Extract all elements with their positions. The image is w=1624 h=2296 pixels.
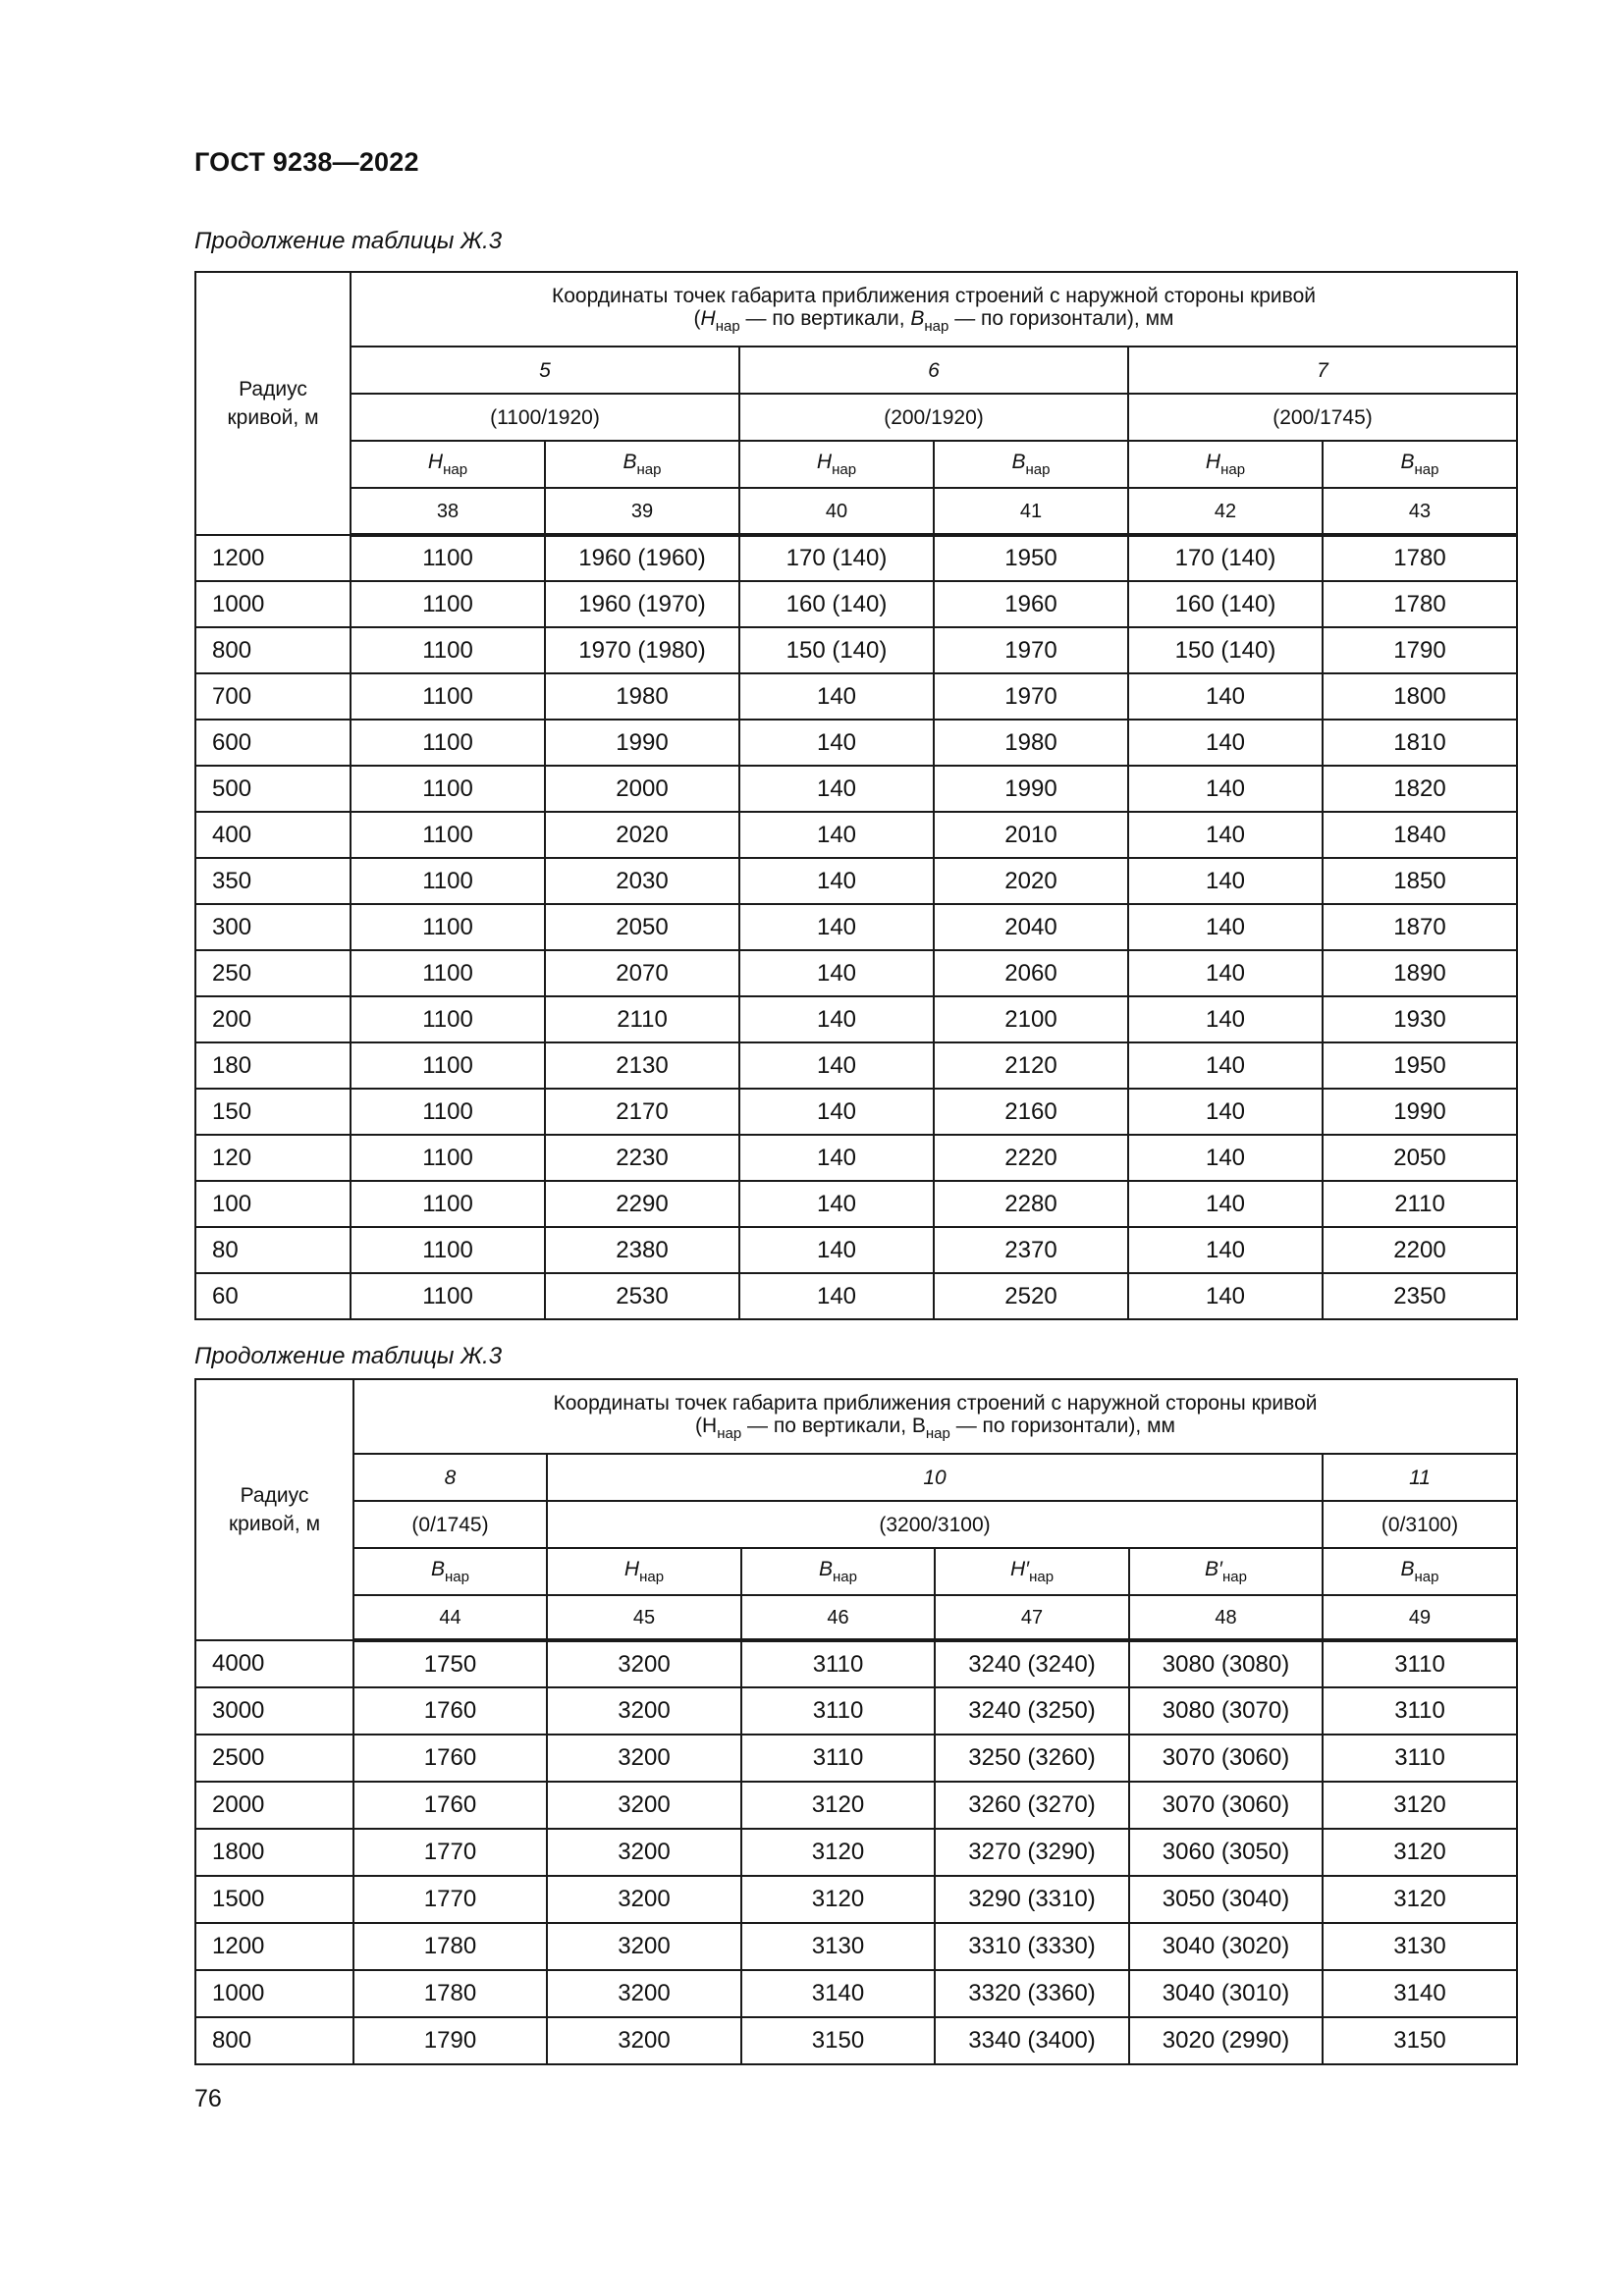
table-row <box>195 1735 1517 1782</box>
value-cell: 1990 <box>1323 1089 1517 1135</box>
value-cell: 3200 <box>547 2017 741 2064</box>
value-cell: 140 <box>739 1227 934 1273</box>
point-number-cell: 5 <box>351 347 739 394</box>
value-cell: 2070 <box>545 950 739 996</box>
value-cell: 160 (140) <box>739 581 934 627</box>
value-cell: 140 <box>739 1042 934 1089</box>
value-cell: 170 (140) <box>739 535 934 581</box>
table-row <box>195 1876 1517 1923</box>
value-cell: 140 <box>739 996 934 1042</box>
value-cell: 3040 (3010) <box>1129 1970 1323 2017</box>
column-number-cell: 40 <box>739 488 934 535</box>
value-cell: 3050 (3040) <box>1129 1876 1323 1923</box>
radius-cell: 1000 <box>195 1970 353 2017</box>
column-number-cell: 46 <box>741 1595 935 1640</box>
radius-cell: 2500 <box>195 1735 353 1782</box>
table-row <box>195 1089 1517 1135</box>
table-row <box>195 535 1517 581</box>
value-cell: 2100 <box>934 996 1128 1042</box>
point-coords-cell: (3200/3100) <box>547 1501 1323 1548</box>
point-coords-cell: (1100/1920) <box>351 394 739 441</box>
value-cell: 2370 <box>934 1227 1128 1273</box>
point-number-cell: 8 <box>353 1454 547 1501</box>
value-cell: 1790 <box>1323 627 1517 673</box>
value-cell: 3290 (3310) <box>935 1876 1129 1923</box>
column-number-cell: 45 <box>547 1595 741 1640</box>
value-cell: 1100 <box>351 1227 545 1273</box>
document-header: ГОСТ 9238—2022 <box>194 147 419 177</box>
value-cell: 170 (140) <box>1128 535 1323 581</box>
radius-header-line1: Радиус <box>239 377 307 400</box>
column-number-cell: 49 <box>1323 1595 1517 1640</box>
value-cell: 2230 <box>545 1135 739 1181</box>
table-row <box>195 673 1517 720</box>
value-cell: 3040 (3020) <box>1129 1923 1323 1970</box>
value-cell: 3070 (3060) <box>1129 1782 1323 1829</box>
radius-cell: 300 <box>195 904 351 950</box>
radius-cell: 350 <box>195 858 351 904</box>
value-cell: 2130 <box>545 1042 739 1089</box>
value-cell: 3120 <box>741 1876 935 1923</box>
value-cell: 3110 <box>1323 1687 1517 1735</box>
value-cell: 140 <box>1128 1227 1323 1273</box>
coordinates-header-line2: ($Н_{нар}$ — по вертикали, $В_{нар}$ — по горизонтали), мм <box>695 1414 1175 1442</box>
value-cell: 3200 <box>547 1829 741 1876</box>
value-cell: 3080 (3070) <box>1129 1687 1323 1735</box>
value-cell: 140 <box>739 766 934 812</box>
value-cell: 140 <box>1128 812 1323 858</box>
value-cell: 1870 <box>1323 904 1517 950</box>
value-cell: 1100 <box>351 1135 545 1181</box>
radius-cell: 200 <box>195 996 351 1042</box>
value-cell: 3110 <box>741 1640 935 1687</box>
value-cell: 140 <box>739 1181 934 1227</box>
radius-cell: 1500 <box>195 1876 353 1923</box>
value-cell: 2170 <box>545 1089 739 1135</box>
radius-header-line2: кривой, м <box>228 1513 321 1535</box>
value-cell: 140 <box>739 950 934 996</box>
value-cell: 2020 <box>545 812 739 858</box>
value-cell: 150 (140) <box>739 627 934 673</box>
value-cell: 1760 <box>353 1782 547 1829</box>
table-row <box>195 1181 1517 1227</box>
value-cell: 1980 <box>934 720 1128 766</box>
value-cell: 2110 <box>545 996 739 1042</box>
column-number-cell: 48 <box>1129 1595 1323 1640</box>
value-cell: 140 <box>1128 1135 1323 1181</box>
radius-cell: 180 <box>195 1042 351 1089</box>
value-cell: 1100 <box>351 673 545 720</box>
value-cell: 2160 <box>934 1089 1128 1135</box>
subheader-cell: $H_{нар}$ <box>739 441 934 488</box>
value-cell: 3070 (3060) <box>1129 1735 1323 1782</box>
value-cell: 1990 <box>545 720 739 766</box>
value-cell: 140 <box>1128 1042 1323 1089</box>
table-row <box>195 581 1517 627</box>
value-cell: 1890 <box>1323 950 1517 996</box>
value-cell: 140 <box>739 720 934 766</box>
radius-column-header <box>195 272 351 535</box>
table-row <box>195 720 1517 766</box>
value-cell: 2000 <box>545 766 739 812</box>
value-cell: 1820 <box>1323 766 1517 812</box>
subheader-cell: $B_{нар}$ <box>1323 441 1517 488</box>
radius-cell: 60 <box>195 1273 351 1319</box>
value-cell: 140 <box>1128 720 1323 766</box>
value-cell: 2050 <box>1323 1135 1517 1181</box>
value-cell: 1100 <box>351 904 545 950</box>
value-cell: 140 <box>1128 904 1323 950</box>
subheader-cell: $B_{нар}$ <box>545 441 739 488</box>
value-cell: 3020 (2990) <box>1129 2017 1323 2064</box>
value-cell: 1750 <box>353 1640 547 1687</box>
radius-cell: 4000 <box>195 1640 353 1687</box>
value-cell: 150 (140) <box>1128 627 1323 673</box>
value-cell: 160 (140) <box>1128 581 1323 627</box>
point-coords-cell: (200/1745) <box>1128 394 1517 441</box>
radius-cell: 120 <box>195 1135 351 1181</box>
value-cell: 1970 (1980) <box>545 627 739 673</box>
value-cell: 3200 <box>547 1923 741 1970</box>
value-cell: 2030 <box>545 858 739 904</box>
value-cell: 1930 <box>1323 996 1517 1042</box>
coordinates-header-line1: Координаты точек габарита приближения строений с наружной стороны кривой <box>552 284 1316 307</box>
point-coords-cell: (200/1920) <box>739 394 1128 441</box>
value-cell: 1100 <box>351 950 545 996</box>
value-cell: 140 <box>1128 1181 1323 1227</box>
value-cell: 2110 <box>1323 1181 1517 1227</box>
value-cell: 1970 <box>934 673 1128 720</box>
value-cell: 2220 <box>934 1135 1128 1181</box>
value-cell: 3120 <box>741 1829 935 1876</box>
clearance-table-2 <box>194 1378 1518 2065</box>
value-cell: 3150 <box>1323 2017 1517 2064</box>
value-cell: 3110 <box>1323 1735 1517 1782</box>
value-cell: 1950 <box>1323 1042 1517 1089</box>
value-cell: 2520 <box>934 1273 1128 1319</box>
value-cell: 140 <box>739 858 934 904</box>
value-cell: 1980 <box>545 673 739 720</box>
column-number-cell: 38 <box>351 488 545 535</box>
radius-cell: 1800 <box>195 1829 353 1876</box>
table-caption: Продолжение таблицы Ж.3 <box>194 228 503 254</box>
value-cell: 3140 <box>1323 1970 1517 2017</box>
value-cell: 3340 (3400) <box>935 2017 1129 2064</box>
value-cell: 3120 <box>1323 1829 1517 1876</box>
value-cell: 2120 <box>934 1042 1128 1089</box>
value-cell: 3110 <box>741 1735 935 1782</box>
radius-cell: 150 <box>195 1089 351 1135</box>
value-cell: 3120 <box>1323 1876 1517 1923</box>
value-cell: 1780 <box>353 1970 547 2017</box>
point-coords-cell: (0/3100) <box>1323 1501 1517 1548</box>
value-cell: 1950 <box>934 535 1128 581</box>
radius-cell: 2000 <box>195 1782 353 1829</box>
value-cell: 3260 (3270) <box>935 1782 1129 1829</box>
value-cell: 1100 <box>351 581 545 627</box>
clearance-table-1 <box>194 271 1518 1320</box>
value-cell: 1100 <box>351 627 545 673</box>
table-row <box>195 1687 1517 1735</box>
coordinates-header <box>353 1379 1517 1454</box>
value-cell: 3080 (3080) <box>1129 1640 1323 1687</box>
value-cell: 3200 <box>547 1782 741 1829</box>
value-cell: 1100 <box>351 535 545 581</box>
value-cell: 3250 (3260) <box>935 1735 1129 1782</box>
value-cell: 1780 <box>1323 581 1517 627</box>
value-cell: 3130 <box>741 1923 935 1970</box>
table-row <box>195 1227 1517 1273</box>
table-caption: Продолжение таблицы Ж.3 <box>194 1343 503 1369</box>
value-cell: 3120 <box>741 1782 935 1829</box>
column-number-cell: 41 <box>934 488 1128 535</box>
table-row <box>195 858 1517 904</box>
value-cell: 3120 <box>1323 1782 1517 1829</box>
subheader-cell: $H_{нар}$ <box>351 441 545 488</box>
value-cell: 1840 <box>1323 812 1517 858</box>
table-row <box>195 627 1517 673</box>
value-cell: 3240 (3250) <box>935 1687 1129 1735</box>
value-cell: 2200 <box>1323 1227 1517 1273</box>
value-cell: 3200 <box>547 1876 741 1923</box>
value-cell: 2350 <box>1323 1273 1517 1319</box>
table-row <box>195 1782 1517 1829</box>
table-row <box>195 1970 1517 2017</box>
table-body <box>195 1640 1517 2064</box>
radius-header-line2: кривой, м <box>227 406 319 429</box>
value-cell: 1780 <box>1323 535 1517 581</box>
value-cell: 1810 <box>1323 720 1517 766</box>
value-cell: 1770 <box>353 1876 547 1923</box>
table-row <box>195 812 1517 858</box>
value-cell: 1100 <box>351 1181 545 1227</box>
point-number-cell: 11 <box>1323 1454 1517 1501</box>
point-number-cell: 7 <box>1128 347 1517 394</box>
radius-cell: 800 <box>195 2017 353 2064</box>
table-row <box>195 904 1517 950</box>
radius-cell: 100 <box>195 1181 351 1227</box>
value-cell: 1960 (1970) <box>545 581 739 627</box>
value-cell: 3110 <box>1323 1640 1517 1687</box>
coordinates-header <box>351 272 1517 347</box>
column-number-cell: 42 <box>1128 488 1323 535</box>
radius-cell: 400 <box>195 812 351 858</box>
coordinates-header-line2: ($H_{нар}$ — по вертикали, $B_{нар}$ — по горизонтали), мм <box>693 306 1174 335</box>
value-cell: 140 <box>1128 1273 1323 1319</box>
value-cell: 3320 (3360) <box>935 1970 1129 2017</box>
table-row <box>195 996 1517 1042</box>
value-cell: 1800 <box>1323 673 1517 720</box>
column-number-cell: 47 <box>935 1595 1129 1640</box>
table-row <box>195 1273 1517 1319</box>
radius-cell: 250 <box>195 950 351 996</box>
value-cell: 2290 <box>545 1181 739 1227</box>
table-row <box>195 1640 1517 1687</box>
radius-cell: 500 <box>195 766 351 812</box>
value-cell: 3200 <box>547 1970 741 2017</box>
table-row <box>195 950 1517 996</box>
value-cell: 1790 <box>353 2017 547 2064</box>
value-cell: 140 <box>1128 1089 1323 1135</box>
value-cell: 1960 (1960) <box>545 535 739 581</box>
value-cell: 3310 (3330) <box>935 1923 1129 1970</box>
radius-cell: 800 <box>195 627 351 673</box>
value-cell: 140 <box>1128 766 1323 812</box>
radius-cell: 1200 <box>195 535 351 581</box>
value-cell: 3270 (3290) <box>935 1829 1129 1876</box>
radius-column-header <box>195 1379 353 1640</box>
column-number-cell: 44 <box>353 1595 547 1640</box>
column-number-cell: 43 <box>1323 488 1517 535</box>
table-row <box>195 1135 1517 1181</box>
subheader-cell: $B_{нар}$ <box>1323 1548 1517 1595</box>
value-cell: 3150 <box>741 2017 935 2064</box>
value-cell: 3240 (3240) <box>935 1640 1129 1687</box>
value-cell: 1760 <box>353 1735 547 1782</box>
value-cell: 140 <box>739 1089 934 1135</box>
table-row <box>195 1042 1517 1089</box>
radius-header-line1: Радиус <box>240 1483 309 1507</box>
table-row <box>195 1923 1517 1970</box>
value-cell: 3200 <box>547 1735 741 1782</box>
value-cell: 140 <box>739 1273 934 1319</box>
value-cell: 1100 <box>351 812 545 858</box>
value-cell: 2280 <box>934 1181 1128 1227</box>
value-cell: 140 <box>1128 996 1323 1042</box>
subheader-cell: $B'_{нар}$ <box>1129 1548 1323 1595</box>
value-cell: 3140 <box>741 1970 935 2017</box>
coordinates-header-line1: Координаты точек габарита приближения строений с наружной стороны кривой <box>553 1391 1318 1415</box>
value-cell: 2050 <box>545 904 739 950</box>
table-row <box>195 766 1517 812</box>
value-cell: 1100 <box>351 720 545 766</box>
point-number-cell: 6 <box>739 347 1128 394</box>
value-cell: 140 <box>1128 858 1323 904</box>
point-number-cell: 10 <box>547 1454 1323 1501</box>
value-cell: 140 <box>739 673 934 720</box>
radius-cell: 600 <box>195 720 351 766</box>
value-cell: 3200 <box>547 1640 741 1687</box>
value-cell: 1850 <box>1323 858 1517 904</box>
subheader-cell: $B_{нар}$ <box>741 1548 935 1595</box>
value-cell: 2530 <box>545 1273 739 1319</box>
subheader-cell: $B_{нар}$ <box>934 441 1128 488</box>
value-cell: 1770 <box>353 1829 547 1876</box>
value-cell: 1780 <box>353 1923 547 1970</box>
value-cell: 1990 <box>934 766 1128 812</box>
radius-cell: 3000 <box>195 1687 353 1735</box>
value-cell: 2020 <box>934 858 1128 904</box>
value-cell: 1970 <box>934 627 1128 673</box>
value-cell: 1100 <box>351 996 545 1042</box>
value-cell: 1100 <box>351 1273 545 1319</box>
subheader-cell: $H'_{нар}$ <box>935 1548 1129 1595</box>
value-cell: 3110 <box>741 1687 935 1735</box>
value-cell: 1960 <box>934 581 1128 627</box>
column-number-cell: 39 <box>545 488 739 535</box>
radius-cell: 1200 <box>195 1923 353 1970</box>
value-cell: 140 <box>1128 673 1323 720</box>
radius-cell: 700 <box>195 673 351 720</box>
value-cell: 1760 <box>353 1687 547 1735</box>
subheader-cell: $H_{нар}$ <box>547 1548 741 1595</box>
value-cell: 2040 <box>934 904 1128 950</box>
value-cell: 1100 <box>351 1042 545 1089</box>
page-number: 76 <box>194 2085 222 2112</box>
table-row <box>195 1829 1517 1876</box>
value-cell: 140 <box>1128 950 1323 996</box>
table-body <box>195 535 1517 1319</box>
value-cell: 1100 <box>351 766 545 812</box>
point-coords-cell: (0/1745) <box>353 1501 547 1548</box>
value-cell: 3060 (3050) <box>1129 1829 1323 1876</box>
radius-cell: 1000 <box>195 581 351 627</box>
value-cell: 3200 <box>547 1687 741 1735</box>
table-row <box>195 2017 1517 2064</box>
value-cell: 2010 <box>934 812 1128 858</box>
subheader-cell: $B_{нар}$ <box>353 1548 547 1595</box>
value-cell: 140 <box>739 904 934 950</box>
value-cell: 3130 <box>1323 1923 1517 1970</box>
value-cell: 1100 <box>351 858 545 904</box>
radius-cell: 80 <box>195 1227 351 1273</box>
value-cell: 2060 <box>934 950 1128 996</box>
value-cell: 1100 <box>351 1089 545 1135</box>
subheader-cell: $H_{нар}$ <box>1128 441 1323 488</box>
value-cell: 140 <box>739 1135 934 1181</box>
value-cell: 140 <box>739 812 934 858</box>
value-cell: 2380 <box>545 1227 739 1273</box>
